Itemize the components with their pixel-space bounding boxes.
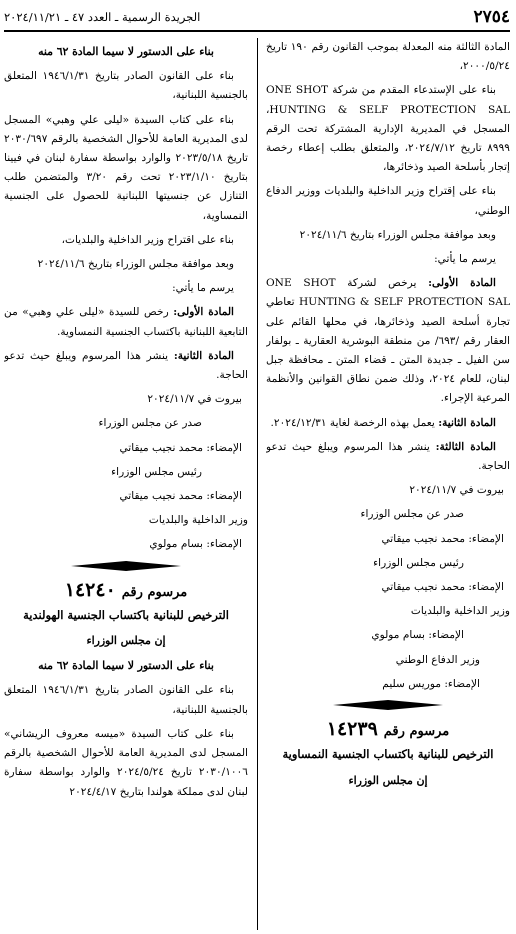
page-header (4, 4, 510, 32)
council-line: إن مجلس الوزراء (86, 634, 166, 648)
right-column (266, 38, 510, 930)
article-3 (266, 438, 510, 476)
article-label: المادة الثانية: (173, 349, 235, 362)
article-text: رخص للسيدة «ليلى علي وهبي» من التابعية اللبنانية باكتساب الجنسية النمساوية. (4, 306, 248, 338)
article-1 (4, 303, 248, 341)
article-1 (266, 274, 510, 408)
decrees-line: يرسم ما يأتي: (434, 253, 496, 266)
page-number: ٢٧٥٤ (473, 7, 510, 27)
article-text: يرخص لشركة ONE SHOT HUNTING & SELF PROTECTION SAL تعاطي تجارة أسلحة الصيد وذخائرها، في محلها القائم على العقار رقم /٦٩٣/ من منطقة البوشرية العقارية ـ بولفار سن الفيل ـ جديدة المتن ـ قضاء المتن ـ محافظة جبل لبنان، للعام ٢٠٢٤، وذلك ضمن نطاق القوانين والأنظمة المرعية الإجراء. (266, 277, 510, 405)
decrees-line: يرسم ما يأتي: (172, 282, 234, 295)
gazette-issue-title: الجريدة الرسمية ـ العدد ٤٧ ـ ٢٠٢٤/١١/٢١ (4, 10, 201, 24)
decree-title: الترخيص للبنانية باكتساب الجنسية الهولندية (23, 607, 229, 622)
decree-title: الترخيص للبنانية باكتساب الجنسية النمساوية (282, 747, 494, 762)
place-date: بيروت في ٢٠٢٤/١١/٧ (409, 484, 504, 497)
constitution-heading: بناء على الدستور لا سيما المادة ٦٢ منه (38, 659, 214, 673)
paragraph: بناء على الإستدعاء المقدم من شركة ONE SHOT HUNTING & SELF PROTECTION SAL، المسجل في المديرية الإدارية المشتركة تحت الرقم ٨٩٩٩ تاريخ ٢٠٢٤/٧/١٢، والمتعلق بطلب إعطاء رخصة إتجار بأسلحة الصيد وذخائرها، (266, 84, 510, 174)
signatory-title: رئيس مجلس الوزراء (111, 465, 202, 478)
paragraph: بناء على إقتراح وزير الداخلية والبلديات ووزير الدفاع الوطني، (266, 185, 510, 217)
decree-number: ١٤٢٤٠ (64, 578, 116, 601)
article-2 (4, 347, 248, 385)
article-text: ينشر هذا المرسوم ويبلغ حيث تدعو الحاجة. (4, 349, 248, 382)
article-label: المادة الأولى: (173, 306, 234, 319)
paragraph: بناء على كتاب السيدة «ليلى علي وهبي» المسجل لدى المديرية العامة للأحوال الشخصية بالرقم ٢٠٣٠/٦٩٧ تاريخ ٢٠٢٣/٥/١٨ والوارد بواسطة سفارة لبنان في فيينا بتاريخ ٢٠٢٣/١/١٠ تحت رقم ٣/٢٠ والمتضمن طلب التنازل عن جنسيتها اللبنانية للحصول على الجنسية النمساوية، (4, 113, 248, 222)
column-divider (257, 38, 258, 930)
place-date: بيروت في ٢٠٢٤/١١/٧ (147, 393, 242, 406)
signature: الإمضاء: محمد نجيب ميقاتي (119, 441, 242, 454)
article-label: المادة الأولى: (428, 277, 496, 290)
decree-number: ١٤٢٣٩ (326, 718, 378, 741)
signatory-title: وزير الدفاع الوطني (395, 653, 480, 666)
decree-word: مرسوم رقم (383, 724, 450, 740)
article-2 (266, 414, 510, 433)
signatory-title: وزير الداخلية والبلديات (148, 514, 248, 527)
paragraph: بناء على القانون الصادر بتاريخ ١٩٤٦/١/٣١ المتعلق بالجنسية اللبنانية، (4, 684, 248, 716)
issued-by: صدر عن مجلس الوزراء (98, 417, 202, 430)
article-text: يعمل بهذه الرخصة لغاية ٢٠٢٤/١٢/٣١. (270, 416, 435, 429)
signature: الإمضاء: محمد نجيب ميقاتي (119, 490, 242, 503)
issued-by: صدر عن مجلس الوزراء (360, 508, 464, 521)
left-column (4, 38, 248, 930)
decree-heading (4, 578, 248, 602)
paragraph: بناء على كتاب السيدة «ميسه معروف الريشاني» المسجل لدى المديرية العامة للأحوال الشخصية بالرقم ٢٠٣٠/١٠٠٦ تاريخ ٢٠٢٤/٥/٢٤ والوارد بواسطة سفارة لبنان لدى مملكة هولندا بتاريخ ٢٠٢٤/٤/١٧ (4, 727, 248, 798)
paragraph: بناء على القانون الصادر بتاريخ ١٩٤٦/١/٣١ المتعلق بالجنسية اللبنانية، (4, 70, 248, 102)
decree-word: مرسوم رقم (121, 584, 188, 600)
paragraph: بناء على اقتراح وزير الداخلية والبلديات، (61, 233, 234, 246)
paragraph: المادة الثالثة منه المعدلة بموجب القانون رقم ١٩٠ تاريخ ٢٠٠٠/٥/٢٤، (266, 41, 510, 73)
signature: الإمضاء: محمد نجيب ميقاتي (381, 581, 504, 594)
signatory-title: وزير الداخلية والبلديات (410, 605, 510, 618)
signature: الإمضاء: محمد نجيب ميقاتي (381, 532, 504, 545)
section-separator (4, 561, 248, 571)
article-label: المادة الثالثة: (435, 440, 497, 453)
section-separator (266, 700, 510, 710)
decree-heading (266, 720, 510, 741)
signatory-title: رئيس مجلس الوزراء (373, 556, 464, 569)
paragraph: وبعد موافقة مجلس الوزراء بتاريخ ٢٠٢٤/١١/٦ (299, 228, 496, 241)
signature: الإمضاء: موريس سليم (382, 677, 480, 690)
signature: الإمضاء: بسام مولوي (371, 629, 464, 642)
article-text: ينشر هذا المرسوم ويبلغ حيث تدعو الحاجة. (266, 440, 510, 473)
article-label: المادة الثانية: (438, 416, 496, 429)
council-line: إن مجلس الوزراء (348, 773, 428, 787)
constitution-heading: بناء على الدستور لا سيما المادة ٦٢ منه (38, 45, 214, 58)
signature: الإمضاء: بسام مولوي (149, 538, 242, 551)
paragraph: وبعد موافقة مجلس الوزراء بتاريخ ٢٠٢٤/١١/٦ (37, 258, 234, 271)
